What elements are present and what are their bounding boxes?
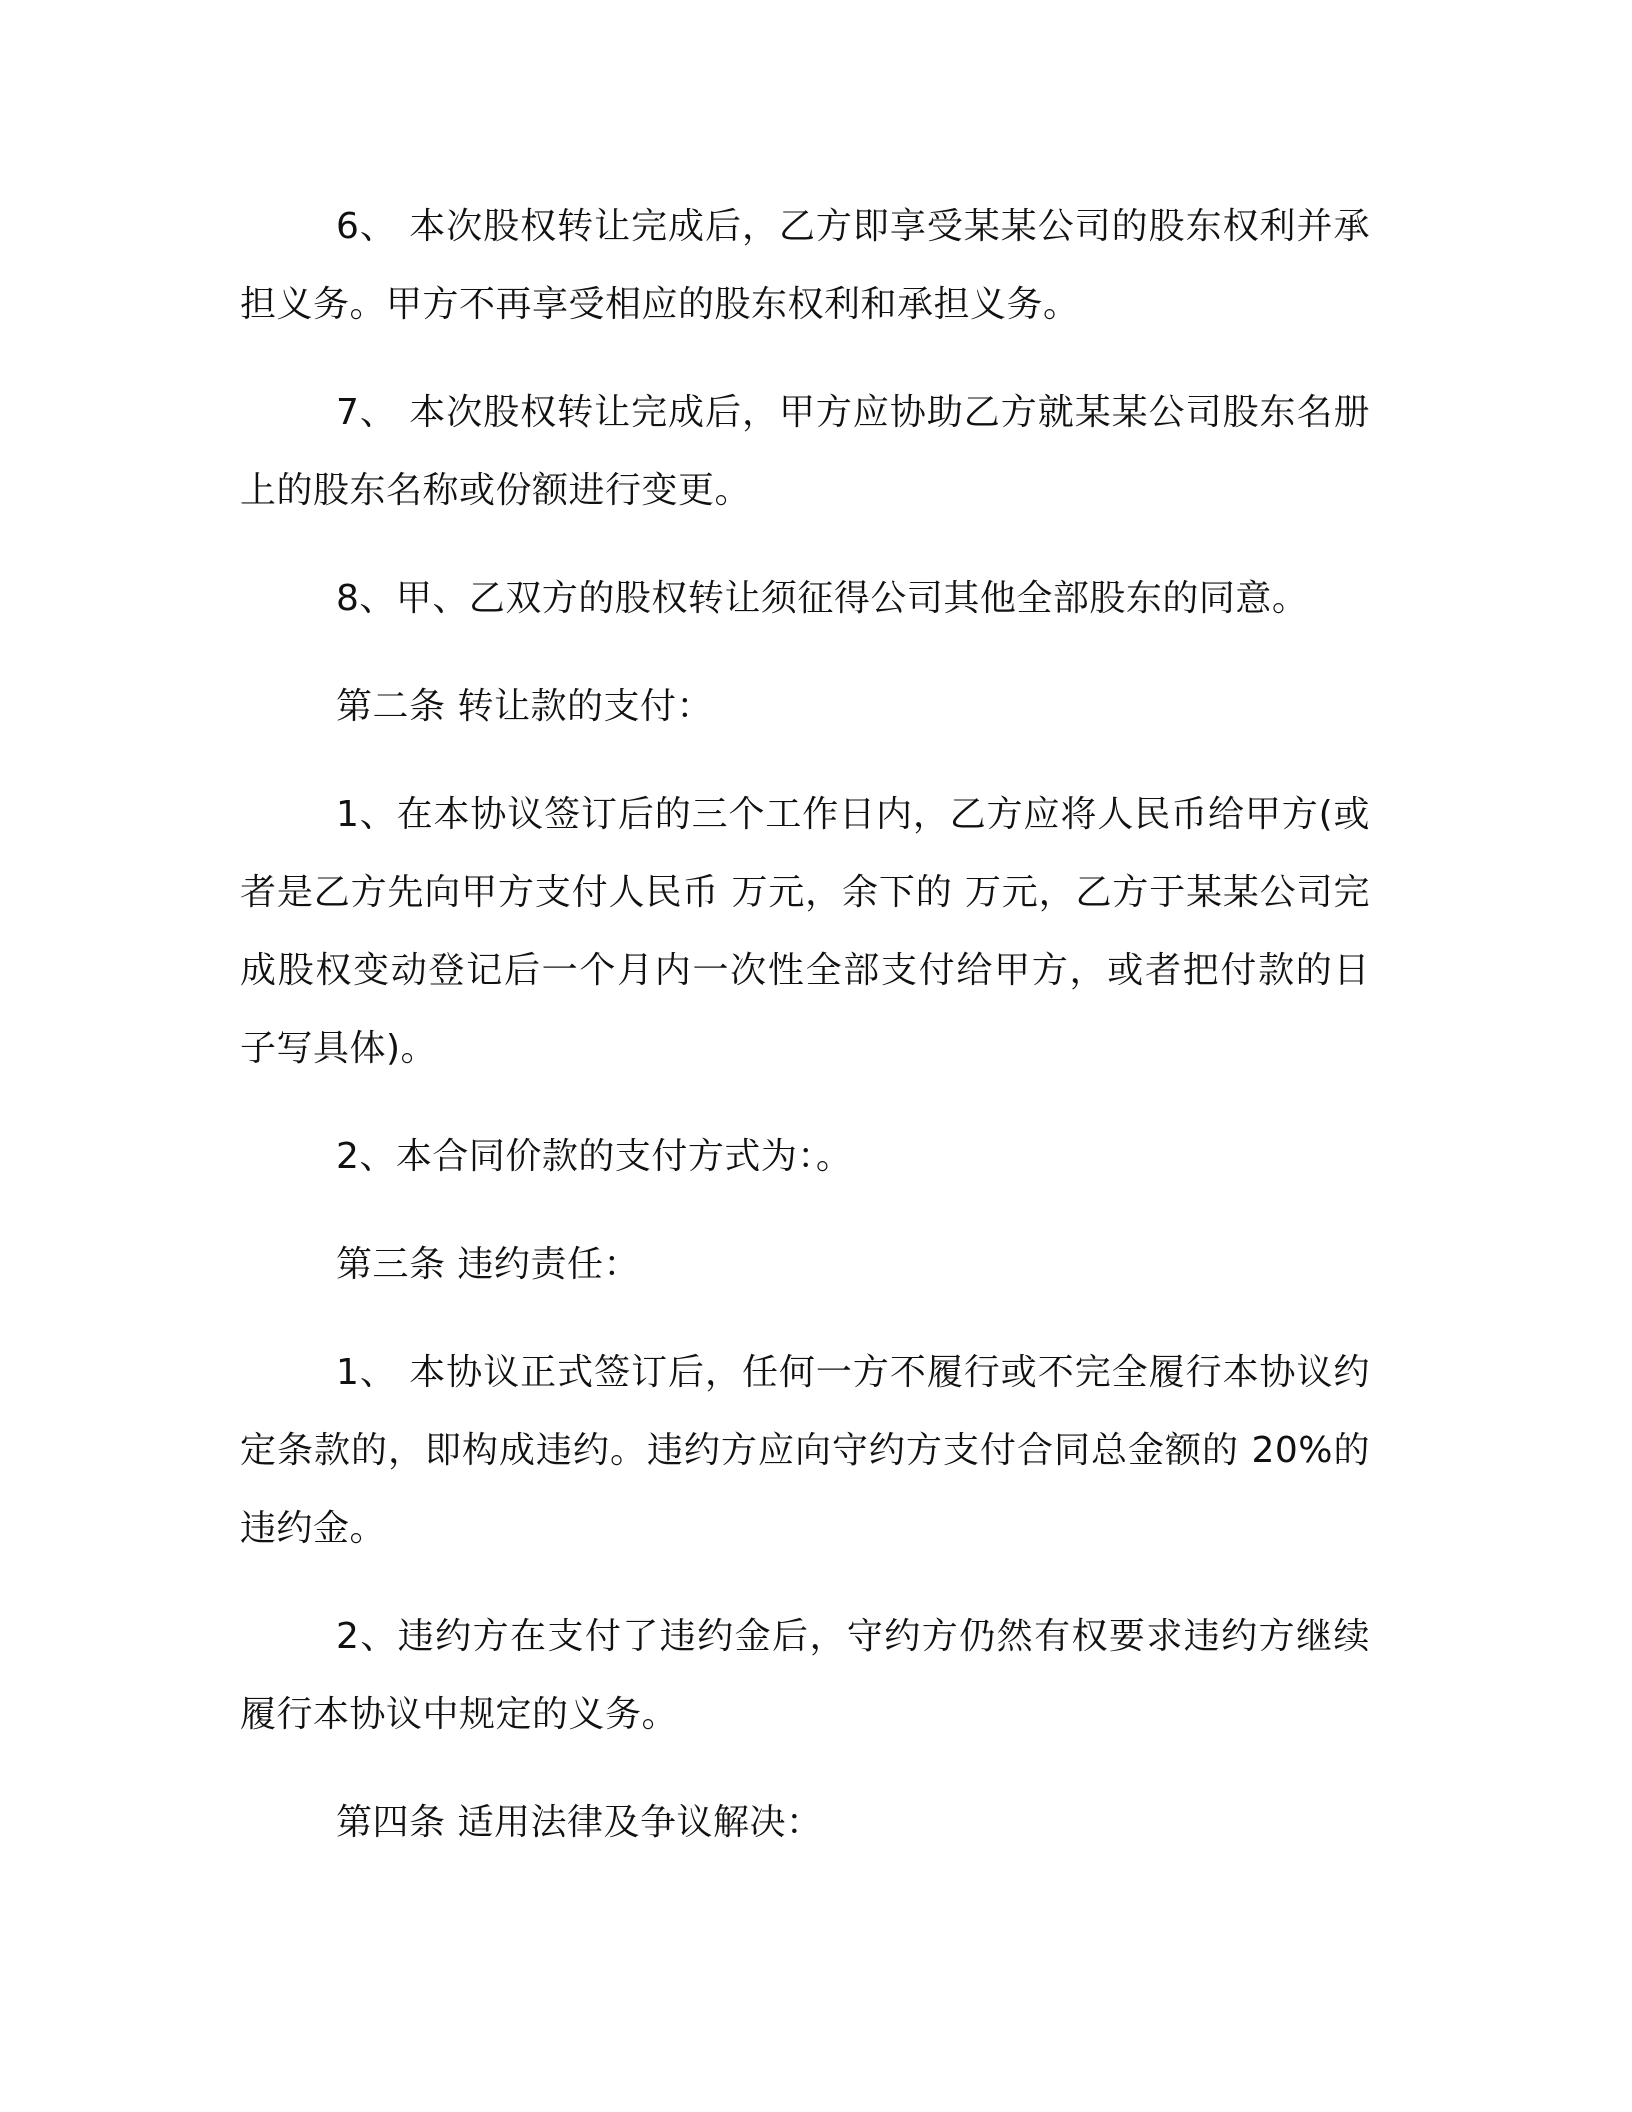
article-4-heading: 第四条 适用法律及争议解决： bbox=[336, 1802, 823, 1843]
article-3-clause-2: 2、违约方在支付了违约金后，守约方仍然有权要求违约方继续履行本协议中规定的义务。 bbox=[240, 1616, 1370, 1735]
article-3-clause-1: 1、 本协议正式签订后，任何一方不履行或不完全履行本协议约定条款的，即构成违约。违约方应向守约方支付合同总金额的 20%的违约金。 bbox=[240, 1352, 1370, 1549]
clause-6-transfer-rights: 6、 本次股权转让完成后，乙方即享受某某公司的股东权利并承担义务。甲方不再享受相应的股东权利和承担义务。 bbox=[240, 206, 1370, 325]
article-2-heading: 第二条 转让款的支付： bbox=[336, 686, 713, 727]
clause-7-register-change: 7、 本次股权转让完成后，甲方应协助乙方就某某公司股东名册上的股东名称或份额进行变更。 bbox=[240, 392, 1370, 511]
document-body bbox=[240, 188, 1370, 1892]
article-2-clause-2: 2、本合同价款的支付方式为：。 bbox=[336, 1136, 853, 1177]
article-3-heading: 第三条 违约责任： bbox=[336, 1244, 640, 1285]
clause-8-shareholder-consent: 8、甲、乙双方的股权转让须征得公司其他全部股东的同意。 bbox=[336, 578, 1309, 619]
article-2-clause-1: 1、在本协议签订后的三个工作日内，乙方应将人民币给甲方(或者是乙方先向甲方支付人民币 万元，余下的 万元，乙方于某某公司完成股权变动登记后一个月内一次性全部支付给甲方，或者把付款的日子写具体)。 bbox=[240, 794, 1370, 1069]
